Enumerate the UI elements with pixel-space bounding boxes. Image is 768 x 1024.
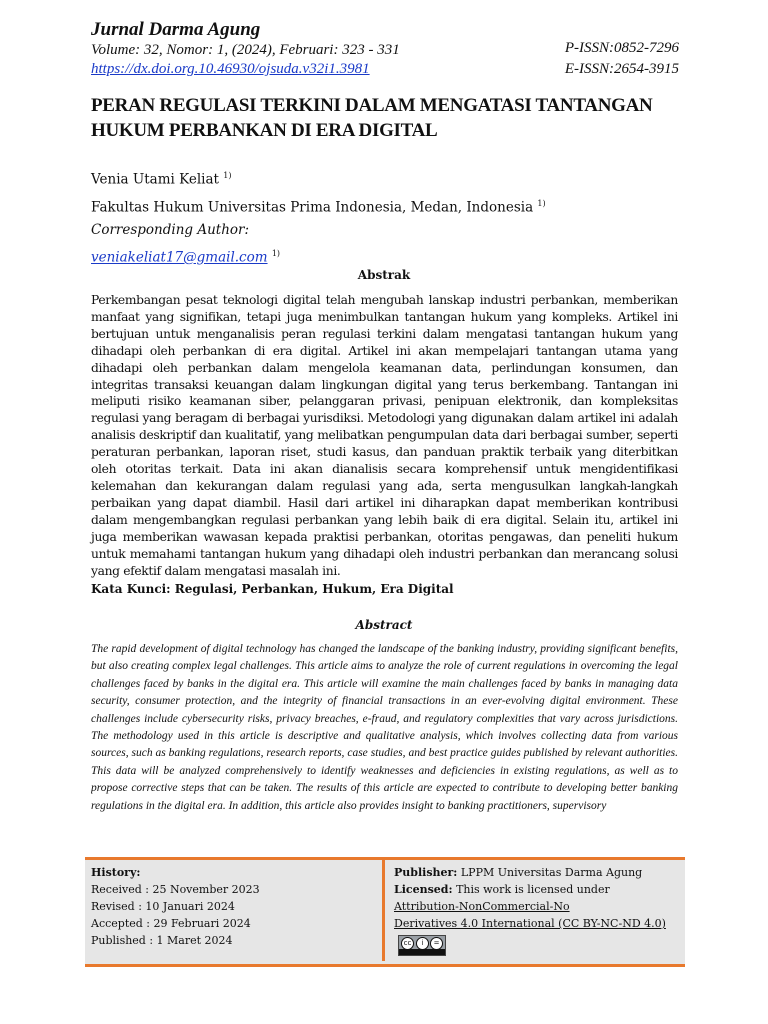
history-label: History: <box>91 866 141 879</box>
publisher-block <box>394 864 684 932</box>
affiliation-sup: 1) <box>537 198 546 208</box>
title-line-2: HUKUM PERBANKAN DI ERA DIGITAL <box>91 120 438 141</box>
abstrak-heading: Abstrak <box>357 268 411 282</box>
received-date: Received : 25 November 2023 <box>91 883 260 896</box>
abstract-heading: Abstract <box>355 618 413 632</box>
author-email[interactable]: veniakeliat17@gmail.com <box>91 249 268 266</box>
paper-title <box>91 93 681 143</box>
author-sup: 1) <box>223 171 232 180</box>
author-name: Venia Utami Keliat <box>91 171 219 188</box>
p-issn: P-ISSN:0852-7296 <box>564 40 679 56</box>
doi-link[interactable]: https://dx.doi.org.10.46930/ojsuda.v32i1.3981 <box>91 61 370 77</box>
e-issn: E-ISSN:2654-3915 <box>564 61 679 77</box>
info-divider <box>382 860 385 961</box>
journal-name: Jurnal Darma Agung <box>91 19 261 40</box>
abstract-body: The rapid development of digital technology has changed the landscape of the banking industry, providing significant benefits, but also creating complex legal challenges. This article aims to analyze the role of current regulations in overcoming the legal challenges faced by banks in the digital era. This article will examine the main challenges faced by banks in managing data security, consumer protection, and the integrity of financial transactions in an ever-evolving digital environment. These challenges include cybersecurity risks, privacy breaches, e-fraud, and regulatory complexities that vary across jurisdictions. The methodology used in this article is descriptive and qualitative analysis, which involves collecting data from various sources, such as banking regulations, research reports, case studies, and best practice guides published by relevant authorities. This data will be analyzed comprehensively to identify weaknesses and deficiencies in existing regulations, as well as to propose corrective steps that can be taken. The results of this article are expected to contribute to developing better banking regulations in the digital era. In addition, this article also provides insight to banking practitioners, supervisory <box>91 643 678 812</box>
author-affiliation: Fakultas Hukum Universitas Prima Indonesia, Medan, Indonesia <box>91 199 534 215</box>
volume-line: Volume: 32, Nomor: 1, (2024), Februari: 323 - 331 <box>91 42 400 58</box>
title-line-1: PERAN REGULASI TERKINI DALAM MENGATASI TANTANGAN <box>91 95 653 116</box>
license-link-line-2[interactable]: Derivatives 4.0 International (CC BY-NC-ND 4.0) <box>394 917 666 930</box>
licensed-label: Licensed: <box>394 883 453 896</box>
abstrak-body: Perkembangan pesat teknologi digital telah mengubah lanskap industri perbankan, memberikan manfaat yang signifikan, tetapi juga menimbulkan tantangan hukum yang kompleks. Artikel ini bertujuan untuk menganalisis peran regulasi terkini dalam mengatasi tantangan hukum yang dihadapi oleh perbankan di era digital. Artikel ini akan mempelajari tantangan utama yang dihadapi oleh perbankan dalam mengelola keamanan data, perlindungan konsumen, dan integritas transaksi keuangan dalam lingkungan digital yang terus berkembang. Tantangan ini meliputi risiko keamanan siber, pelanggaran privasi, penipuan elektronik, dan kompleksitas regulasi yang beragam di berbagai yurisdiksi. Metodologi yang digunakan dalam artikel ini adalah analisis deskriptif dan kualitatif, yang melibatkan pengumpulan data dari berbagai sumber, seperti peraturan perbankan, laporan riset, studi kasus, dan panduan praktik terbaik yang diterbitkan oleh otoritas terkait. Data ini akan dianalisis secara komprehensif untuk mengidentifikasi kelemahan dan kekurangan dalam regulasi yang ada, serta mengusulkan langkah-langkah perbaikan yang dapat diambil. Hasil dari artikel ini diharapkan dapat memberikan kontribusi dalam mengembangkan regulasi perbankan yang lebih baik di era digital. Selain itu, artikel ini juga memberikan wawasan kepada praktisi perbankan, otoritas pengawas, dan peneliti hukum untuk memahami tantangan hukum yang dihadapi oleh industri perbankan dan merancang solusi yang efektif dalam mengatasi masalah ini. <box>91 293 678 578</box>
history-block <box>91 864 260 949</box>
cc-license-icon[interactable]: cc i = <box>398 935 446 956</box>
accepted-date: Accepted : 29 Februari 2024 <box>91 917 251 930</box>
publisher-value: LPPM Universitas Darma Agung <box>460 866 643 879</box>
publisher-label: Publisher: <box>394 866 458 879</box>
revised-date: Revised : 10 Januari 2024 <box>91 900 235 913</box>
corresponding-label: Corresponding Author: <box>91 222 250 238</box>
email-sup: 1) <box>271 249 281 258</box>
keywords: Kata Kunci: Regulasi, Perbankan, Hukum, Era Digital <box>91 582 454 596</box>
license-link-line-1[interactable]: Attribution-NonCommercial-No <box>394 900 570 913</box>
author-block <box>91 164 546 270</box>
published-date: Published : 1 Maret 2024 <box>91 934 233 947</box>
licensed-value: This work is licensed under <box>456 883 610 896</box>
